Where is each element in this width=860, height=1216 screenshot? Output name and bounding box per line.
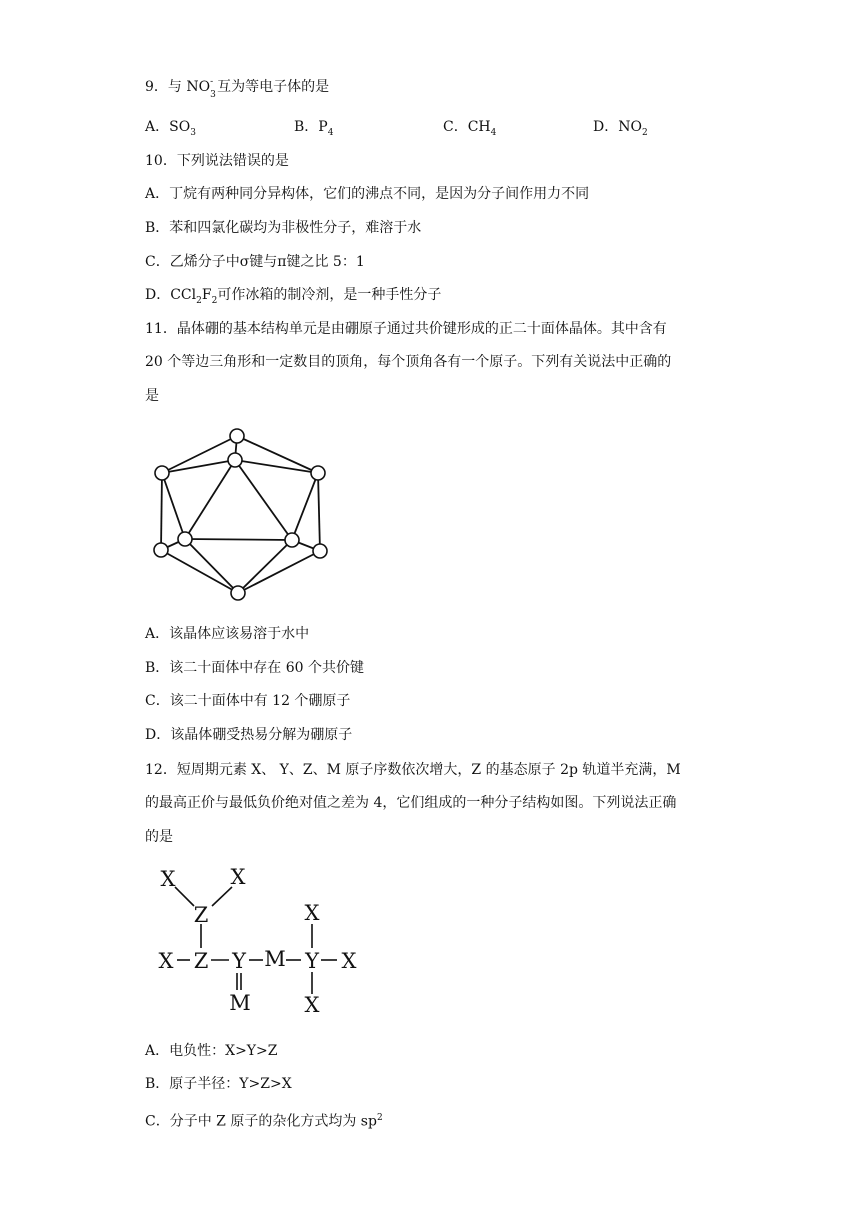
q11-option-a[interactable]: A．该晶体应该易溶于水中 xyxy=(145,626,310,642)
q9-option-d-sub: 2 xyxy=(641,127,648,138)
q10-option-a[interactable]: A．丁烷有两种同分异构体，它们的沸点不同，是因为分子间作用力不同 xyxy=(145,186,590,202)
q9-stem-pre: 9．与 NO xyxy=(145,79,211,95)
q9-stem-post: 互为等电子体的是 xyxy=(217,79,330,95)
q12-option-a[interactable]: A．电负性：X>Y>Z xyxy=(145,1043,278,1059)
atom-y: Y xyxy=(232,949,246,973)
q12-option-c[interactable] xyxy=(145,1108,383,1132)
q10-option-d-sub1: 2 xyxy=(196,295,202,306)
q9-sup: - xyxy=(210,77,214,87)
q12-option-b[interactable]: B．原子半径：Y>Z>X xyxy=(145,1076,292,1092)
q9-sub: 3 xyxy=(210,90,216,100)
boron-atom xyxy=(228,453,242,467)
boron-atom xyxy=(178,532,192,546)
atom-x: X xyxy=(160,867,176,891)
q9-option-d-text: D．NO xyxy=(593,119,642,135)
q9-option-a[interactable] xyxy=(145,117,196,143)
atom-x: X xyxy=(230,865,246,889)
q11-option-d[interactable]: D．该晶体硼受热易分解为硼原子 xyxy=(145,727,353,743)
atom-x: X xyxy=(304,901,320,925)
q11-stem-line1: 11．晶体硼的基本结构单元是由硼原子通过共价键形成的正二十面体晶体。其中含有 xyxy=(145,321,667,337)
q11-stem-line2: 20 个等边三角形和一定数目的顶角，每个顶角各有一个原子。下列有关说法中正确的 xyxy=(145,354,672,370)
q10-option-b[interactable]: B．苯和四氯化碳均为非极性分子，难溶于水 xyxy=(145,220,422,236)
q9-ion-charge xyxy=(210,77,217,100)
q9-option-d[interactable] xyxy=(593,117,648,143)
atom-m: M xyxy=(229,991,251,1015)
q12-option-c-sup: 2 xyxy=(376,1113,383,1123)
atom-x: X xyxy=(341,949,357,973)
q9-option-b-sub: 4 xyxy=(327,127,334,138)
q12-stem-line2: 的最高正价与最低负价绝对值之差为 4，它们组成的一种分子结构如图。下列说法正确 xyxy=(145,795,677,811)
boron-atom xyxy=(311,466,325,480)
q10-option-d-pre: D．CCl xyxy=(145,287,197,303)
q12-option-c-text: C．分子中 Z 原子的杂化方式均为 sp xyxy=(145,1113,377,1130)
q10-option-d-sub2: 2 xyxy=(211,295,218,306)
boron-atom xyxy=(231,586,245,600)
q10-option-c[interactable]: C．乙烯分子中σ键与π键之比 5：1 xyxy=(145,254,365,270)
q9-option-a-text: A．SO xyxy=(145,119,191,135)
atom-m: M xyxy=(264,947,286,971)
boron-atom xyxy=(313,544,327,558)
q9-option-c-sub: 4 xyxy=(490,127,497,138)
atom-z: Z xyxy=(193,903,209,927)
icosahedron-figure xyxy=(145,422,365,612)
q10-option-d[interactable] xyxy=(145,285,441,311)
q9-stem xyxy=(145,77,330,100)
q9-option-a-sub: 3 xyxy=(190,127,196,138)
molecule-structure-figure xyxy=(150,862,370,1022)
boron-atom xyxy=(230,429,244,443)
q11-option-c[interactable]: C．该二十面体中有 12 个硼原子 xyxy=(145,693,351,709)
q9-options xyxy=(145,117,705,137)
q9-option-c[interactable] xyxy=(443,117,496,143)
q12-stem-line3: 的是 xyxy=(145,829,173,845)
q10-stem: 10．下列说法错误的是 xyxy=(145,153,289,169)
atom-x: X xyxy=(304,993,320,1017)
atom-y: Y xyxy=(305,949,319,973)
boron-atom xyxy=(155,466,169,480)
q10-option-d-post: 可作冰箱的制冷剂，是一种手性分子 xyxy=(217,287,442,303)
q9-option-b[interactable] xyxy=(294,117,333,143)
boron-atom xyxy=(285,533,299,547)
q11-option-b[interactable]: B．该二十面体中存在 60 个共价键 xyxy=(145,660,365,676)
q9-option-b-text: B．P xyxy=(294,119,328,135)
q12-stem-line1: 12．短周期元素 X、 Y、Z、M 原子序数依次增大，Z 的基态原子 2p 轨道半充满，M xyxy=(145,762,681,778)
q10-option-d-mid: F xyxy=(201,287,212,303)
q11-stem-line3: 是 xyxy=(145,388,159,404)
atom-x: X xyxy=(158,949,174,973)
q9-option-c-text: C．CH xyxy=(443,119,491,135)
atom-z: Z xyxy=(193,949,209,973)
boron-atom xyxy=(154,543,168,557)
